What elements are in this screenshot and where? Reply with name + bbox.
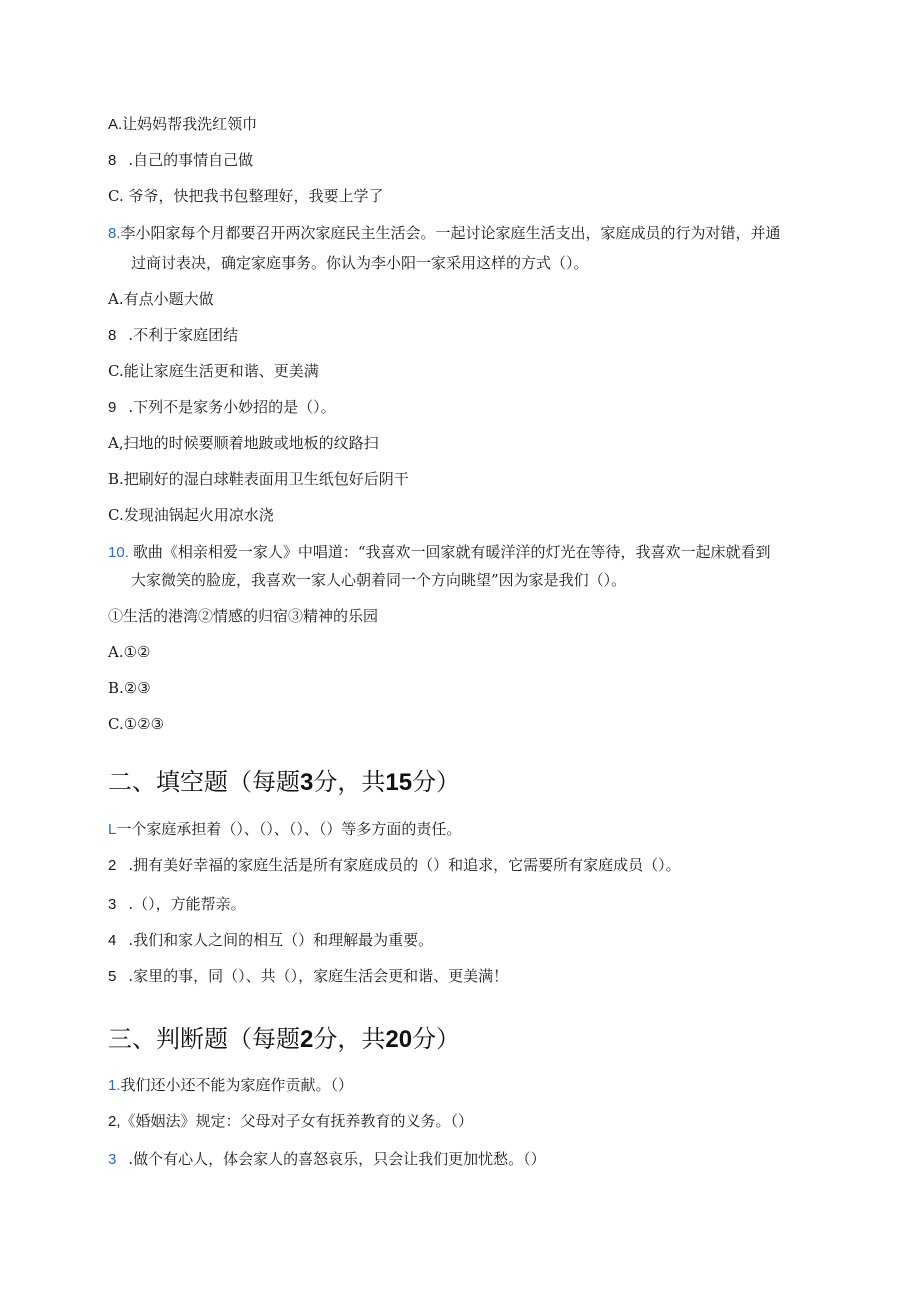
section2-item-text: 一个家庭承担着（）、（）、（）、（）等多方面的责任。 [116,820,462,838]
section2-heading-part-c: 分） [412,768,461,796]
q10-option-b [108,678,151,698]
section3-heading-part-a: 三、判断题（每题 [108,1025,300,1053]
q9-option-b-text: B.把刷好的湿白球鞋表面用卫生纸包好后阴干 [108,470,409,488]
section3-item-number: 2, [108,1113,121,1130]
q10-option-a [108,642,151,662]
section2-heading-part-b: 分，共 [313,768,386,796]
q8-option-b-text: .不利于家庭团结 [128,326,239,344]
section2-item-text: .（），方能帮亲。 [128,895,246,913]
section3-item-number: 1. [108,1077,121,1094]
section2-item-number: 4 [108,932,117,949]
q10-option-c-text: C.①②③ [108,715,165,733]
section2-item-text: .家里的事，同（）、共（），家庭生活会更和谐、更美满！ [128,967,509,985]
section3-item [108,1111,473,1132]
section3-item-number: 3 [108,1151,117,1168]
q9-option-a [108,433,379,453]
q10-option-c [108,714,164,734]
q7-option-b-label: 8 [108,152,117,169]
q10-option-b-text: B.②③ [108,679,151,697]
section3-item-text: 《婚姻法》规定：父母对子女有抚养教育的义务。（） [120,1112,474,1130]
section2-item [108,894,246,915]
section2-item-text: .拥有美好幸福的家庭生活是所有家庭成员的（）和追求，它需要所有家庭成员（）。 [128,856,681,874]
q10-option-a-text: A.①② [108,643,151,661]
q8-option-c [108,361,319,381]
section3-points-total: 20 [385,1026,413,1053]
q7-option-b-text: .自己的事情自己做 [128,151,254,169]
q9-option-c-text: C.发现油锅起火用凉水浇 [108,506,274,524]
q8-number: 8. [108,225,121,242]
section2-item [108,966,508,987]
section3-points-each: 2 [300,1026,314,1053]
q8-stem-text-1: 李小阳家每个月都要召开两次家庭民主生活会。一起讨论家庭生活支出，家庭成员的行为对错，并通 [120,224,781,242]
section2-item-number: 5 [108,968,117,985]
q9-stem [108,397,336,418]
q8-option-b [108,325,238,346]
section2-heading-part-a: 二、填空题（每题 [108,768,300,796]
section2-item-number: 2 [108,857,117,874]
section3-item [108,1149,546,1170]
q7-option-a-text: A.让妈妈帮我洗红领巾 [108,116,258,133]
section3-heading-part-b: 分，共 [313,1025,386,1053]
q7-option-c [108,186,383,206]
section2-points-each: 3 [300,769,314,796]
section2-item-text: .我们和家人之间的相互（）和理解最为重要。 [128,931,434,949]
q10-choices-text: ①生活的港湾②情感的归宿③精神的乐园 [108,607,379,625]
section3-heading [108,1023,460,1056]
q9-option-b [108,469,409,489]
q8-option-b-label: 8 [108,327,117,344]
q9-number: 9 [108,399,117,416]
q8-option-c-text: C.能让家庭生活更和谐、更美满 [108,362,319,380]
q10-stem-text-1: 歌曲《相亲相爱一家人》中唱道：“我喜欢一回家就有暖洋洋的灯光在等待，我喜欢一起床就看到 [132,543,771,561]
q9-option-a-text: A,扫地的时候要顺着地跛或地板的纹路扫 [108,434,379,452]
q10-number: 10. [108,544,129,561]
q10-stem-line2 [131,570,626,590]
section2-points-total: 15 [385,769,413,796]
section3-item [108,1075,353,1096]
q9-stem-text: .下列不是家务小妙招的是（）。 [128,398,336,416]
q10-stem-line1 [108,542,771,563]
q7-option-b [108,150,253,171]
q7-option-c-text: C. 爷爷，快把我书包整理好，我要上学了 [108,187,384,205]
section2-item-number: 3 [108,896,117,913]
q8-option-a [108,289,214,309]
q8-stem-line1 [108,223,781,244]
section3-item-text: .做个有心人，体会家人的喜怒哀乐，只会让我们更加忧愁。（） [128,1150,546,1168]
section2-heading [108,766,460,799]
q10-choices [108,606,378,626]
q9-option-c [108,505,274,525]
section2-item [108,855,681,876]
q8-stem-line2 [131,253,589,273]
q8-stem-text-2: 过商讨表决，确定家庭事务。你认为李小阳一家采用这样的方式（）。 [131,254,589,272]
section2-item [108,819,461,840]
section3-heading-part-c: 分） [412,1025,461,1053]
q10-stem-text-2: 大家微笑的脸庞，我喜欢一家人心朝着同一个方向眺望”因为家是我们（）。 [131,571,627,589]
q8-option-a-text: A.有点小题大做 [108,290,214,308]
section3-item-text: 我们还小还不能为家庭作贡献。（） [120,1076,354,1094]
section2-item [108,930,433,951]
section2-item-number: L [108,821,117,838]
q7-option-a [108,114,257,135]
